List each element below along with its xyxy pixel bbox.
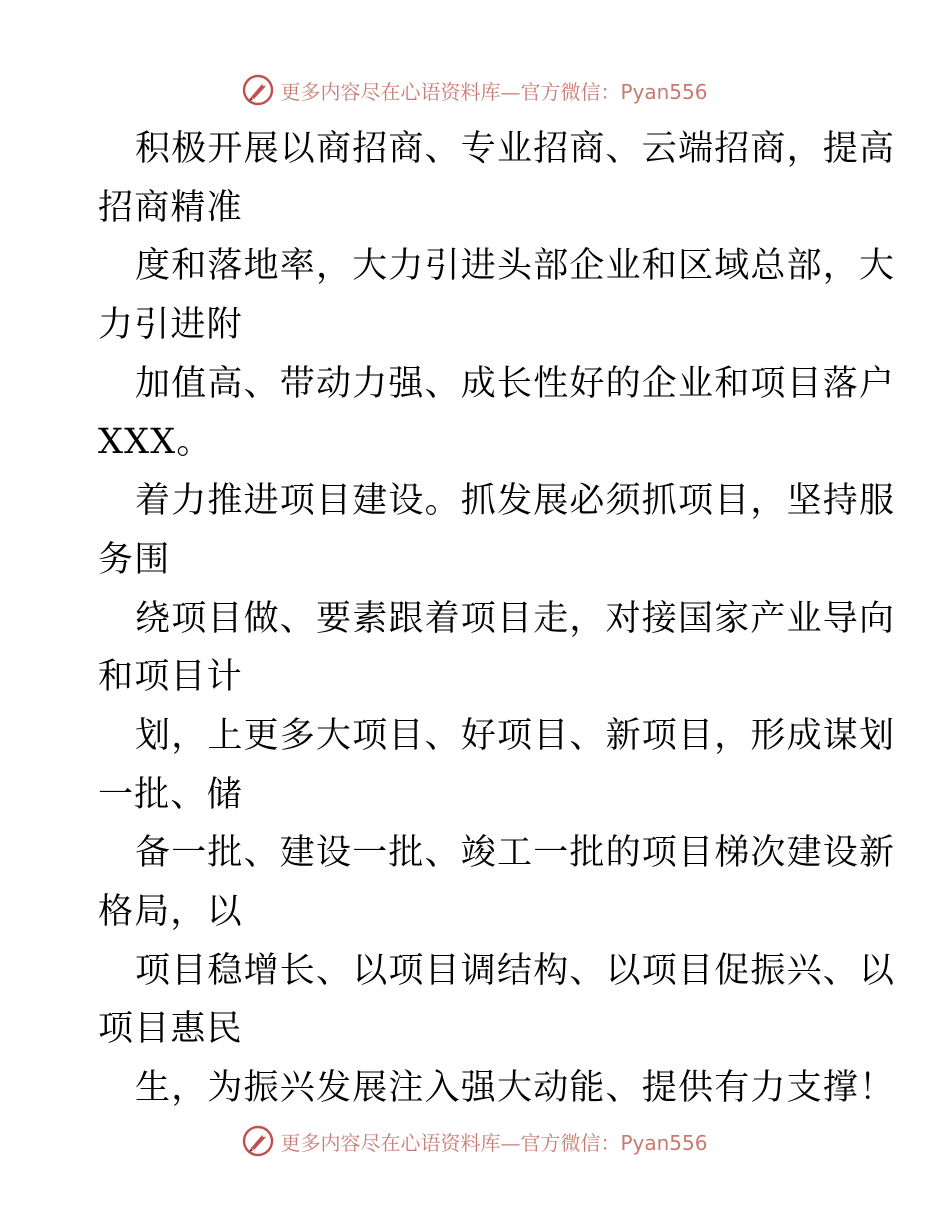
text-line: 招商精准 — [98, 187, 243, 228]
footer-banner-text — [280, 1127, 707, 1156]
text-line: 项目惠民 — [98, 1009, 243, 1050]
text-line: 格局，以 — [98, 891, 243, 932]
text-line: 和项目计 — [98, 657, 243, 698]
text-line: 积极开展以商招商、专业招商、云端招商，提高 — [135, 129, 896, 169]
footer-promo-text: 更多内容尽在心语资料库 — [280, 1130, 501, 1155]
header-promo-text: 更多内容尽在心语资料库 — [280, 79, 501, 104]
document-body — [98, 120, 896, 1118]
header-wechat-text: 官方微信：Pyan556 — [520, 79, 708, 104]
pen-logo-icon — [242, 74, 274, 106]
header-banner-text — [280, 76, 707, 105]
text-line: 务围 — [98, 539, 171, 580]
text-line: 度和落地率，大力引进头部企业和区域总部，大 — [135, 246, 896, 287]
text-line: 力引进附 — [98, 305, 243, 346]
footer-dash: — — [500, 1130, 521, 1155]
text-line: 一批、储 — [98, 774, 243, 815]
header-banner-content — [242, 74, 707, 106]
footer-banner-content — [242, 1125, 707, 1157]
text-line: 着力推进项目建设。抓发展必须抓项目，坚持服 — [135, 481, 896, 522]
header-dash: — — [500, 79, 521, 104]
header-banner — [0, 70, 950, 110]
footer-wechat-text: 官方微信：Pyan556 — [520, 1130, 708, 1155]
footer-banner — [0, 1121, 950, 1161]
text-line: XXX。 — [98, 422, 213, 463]
pen-logo-icon — [242, 1125, 274, 1157]
text-line: 加值高、带动力强、成长性好的企业和项目落户 — [135, 363, 896, 404]
text-line: 生，为振兴发展注入强大动能、提供有力支撑！ — [135, 1068, 896, 1108]
text-line: 划，上更多大项目、好项目、新项目，形成谋划 — [135, 715, 896, 756]
text-line: 项目稳增长、以项目调结构、以项目促振兴、以 — [135, 950, 896, 991]
text-line: 绕项目做、要素跟着项目走，对接国家产业导向 — [135, 598, 896, 639]
text-line: 备一批、建设一批、竣工一批的项目梯次建设新 — [135, 833, 896, 874]
